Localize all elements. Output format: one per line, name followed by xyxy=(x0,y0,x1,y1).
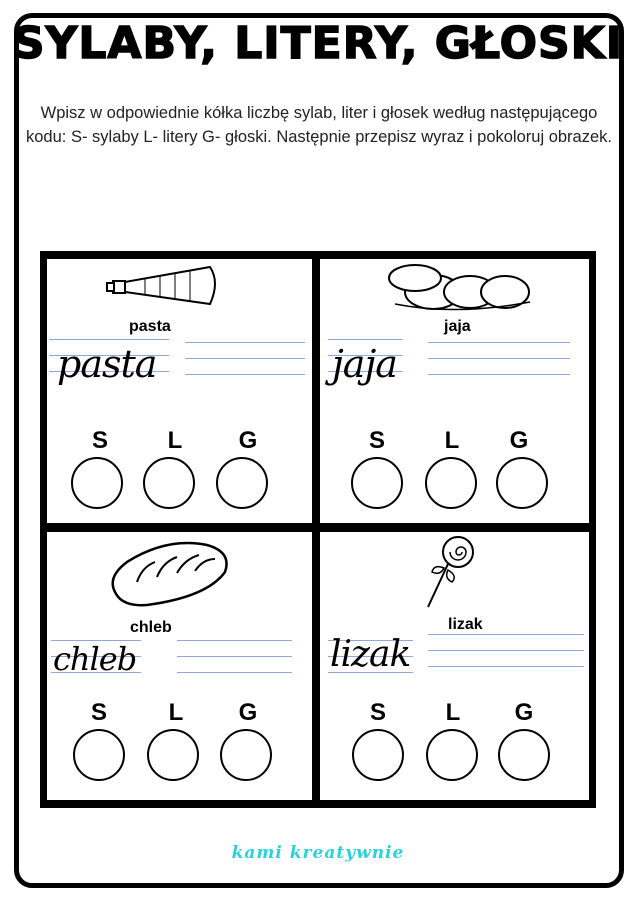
label-g: G xyxy=(509,427,529,454)
circle-letters[interactable] xyxy=(147,729,199,781)
toothpaste-tube-icon xyxy=(105,262,225,312)
lollipop-icon xyxy=(420,532,480,612)
writing-lines-right[interactable] xyxy=(428,342,570,390)
circle-syllables[interactable] xyxy=(352,729,404,781)
label-l: L xyxy=(167,427,183,454)
circle-syllables[interactable] xyxy=(71,457,123,509)
label-s: S xyxy=(90,699,107,726)
circle-sounds[interactable] xyxy=(220,729,272,781)
label-s: S xyxy=(368,427,385,454)
writing-lines-right[interactable] xyxy=(428,634,584,682)
cursive-word: jaja xyxy=(332,342,397,386)
circle-sounds[interactable] xyxy=(498,729,550,781)
label-l: L xyxy=(168,699,184,726)
instructions: Wpisz w odpowiednie kółka liczbę sylab, liter i głosek według następującego kodu: S- sylaby L- litery G- głoski. Następnie przepisz wyraz i pokoloruj obrazek. xyxy=(26,104,612,146)
circle-syllables[interactable] xyxy=(73,729,125,781)
cursive-word: chleb xyxy=(53,640,137,678)
page-title: SYLABY, LITERY, GŁOSKI xyxy=(12,18,624,69)
circle-letters[interactable] xyxy=(426,729,478,781)
label-s: S xyxy=(369,699,386,726)
word-label: lizak xyxy=(448,616,483,633)
cursive-word: pasta xyxy=(57,342,157,386)
cursive-word: lizak xyxy=(330,634,411,675)
circle-sounds[interactable] xyxy=(216,457,268,509)
word-label: jaja xyxy=(444,318,471,335)
label-l: L xyxy=(444,427,460,454)
circle-sounds[interactable] xyxy=(496,457,548,509)
brand-watermark: kami kreatywnie xyxy=(231,843,405,863)
bread-loaf-icon xyxy=(107,537,237,607)
writing-lines-right[interactable] xyxy=(185,342,305,390)
writing-lines-right[interactable] xyxy=(177,640,292,688)
card-pasta xyxy=(47,259,312,523)
card-chleb xyxy=(47,532,312,800)
label-g: G xyxy=(514,699,534,726)
label-s: S xyxy=(91,427,108,454)
worksheet-grid xyxy=(40,251,596,808)
word-label: chleb xyxy=(130,619,172,636)
circle-letters[interactable] xyxy=(143,457,195,509)
label-g: G xyxy=(238,427,258,454)
label-g: G xyxy=(238,699,258,726)
word-label: pasta xyxy=(129,318,171,335)
eggs-icon xyxy=(385,264,535,314)
card-jaja xyxy=(320,259,589,523)
circle-syllables[interactable] xyxy=(351,457,403,509)
circle-letters[interactable] xyxy=(425,457,477,509)
label-l: L xyxy=(445,699,461,726)
card-lizak xyxy=(320,532,589,800)
